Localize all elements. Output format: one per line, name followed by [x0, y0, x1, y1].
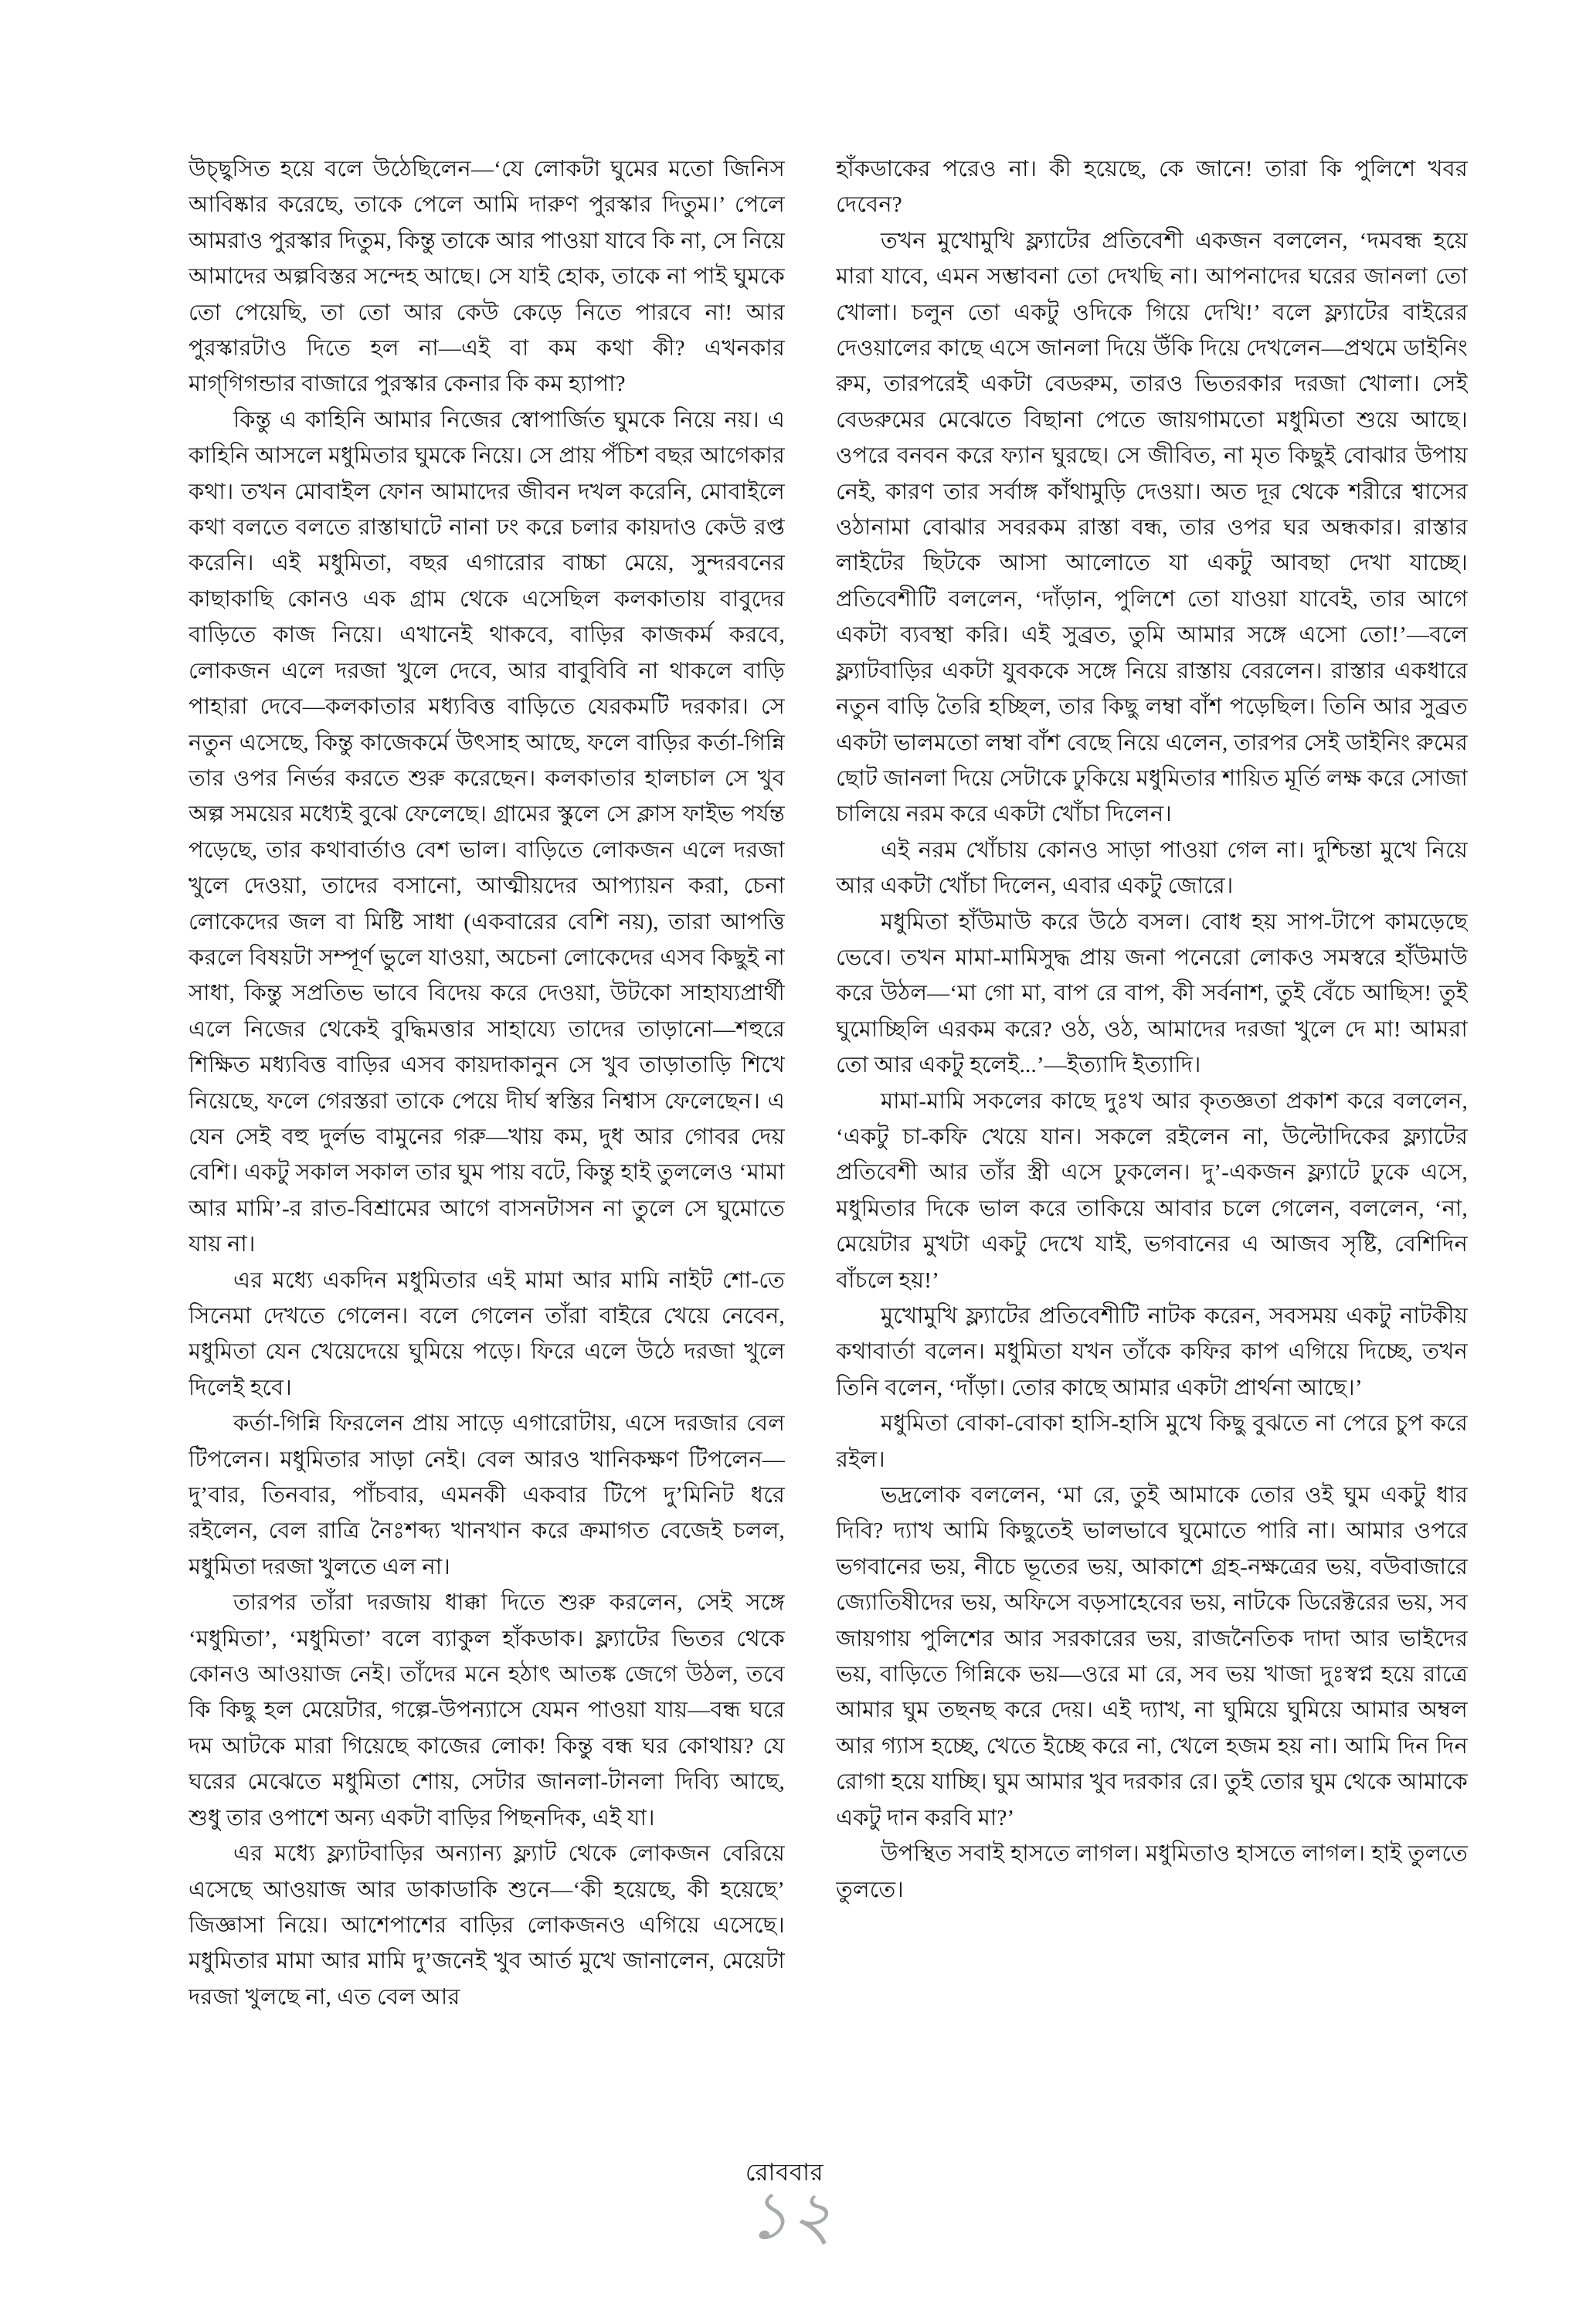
- paragraph: এই নরম খোঁচায় কোনও সাড়া পাওয়া গেল না। দুশ্চিন্তা মুখে নিয়ে আর একটা খোঁচা দিলেন, এবার একটু জোরে।: [836, 837, 1468, 899]
- magazine-name: রোববার: [745, 2159, 824, 2186]
- paragraph: এর মধ্যে ফ্ল্যাটবাড়ির অন্যান্য ফ্ল্যাট থেকে লোকজন বেরিয়ে এসেছে আওয়াজ আর ডাকাডাকি শুনে—‘কী হয়েছে, কী হয়েছে’ জিজ্ঞাসা নিয়ে। আশেপাশের বাড়ির লোকজনও এগিয়ে এসেছে। মধুমিতার মামা আর মামি দু’জনেই খুব আর্ত মুখে জানালেন, মেয়েটা দরজা খুলছে না, এত বেল আর: [188, 1841, 785, 2010]
- paragraph: কিন্তু এ কাহিনি আমার নিজের স্বোপার্জিত ঘুমকে নিয়ে নয়। এ কাহিনি আসলে মধুমিতার ঘুমকে নিয়ে। সে প্রায় পঁচিশ বছর আগেকার কথা। তখন মোবাইল ফোন আমাদের জীবন দখল করেনি, মোবাইলে কথা বলতে বলতে রাস্তাঘাটে নানা ঢং করে চলার কায়দাও কেউ রপ্ত করেনি। এই মধুমিতা, বছর এগারোর বাচ্চা মেয়ে, সুন্দরবনের কাছাকাছি কোনও এক গ্রাম থেকে এসেছিল কলকাতায় বাবুদের বাড়িতে কাজ নিয়ে। এখানেই থাকবে, বাড়ির কাজকর্ম করবে, লোকজন এলে দরজা খুলে দেবে, আর বাবুবিবি না থাকলে বাড়ি পাহারা দেবে—কলকাতার মধ্যবিত্ত বাড়িতে যেরকমটি দরকার। সে নতুন এসেছে, কিন্তু কাজেকর্মে উৎসাহ আছে, ফলে বাড়ির কর্তা-গিন্নি তার ওপর নির্ভর করতে শুরু করেছেন। কলকাতার হালচাল সে খুব অল্প সময়ের মধ্যেই বুঝে ফেলেছে। গ্রামের স্কুলে সে ক্লাস ফাইভ পর্যন্ত পড়েছে, তার কথাবার্তাও বেশ ভাল। বাড়িতে লোকজন এলে দরজা খুলে দেওয়া, তাদের বসানো, আত্মীয়দের আপ্যায়ন করা, চেনা লোকেদের জল বা মিষ্টি সাধা (একবারের বেশি নয়), তারা আপত্তি করলে বিষয়টা সম্পূর্ণ ভুলে যাওয়া, অচেনা লোকেদের এসব কিছুই না সাধা, কিন্তু সপ্রতিভ ভাবে বিদেয় করে দেওয়া, উটকো সাহায্যপ্রার্থী এলে নিজের থেকেই বুদ্ধিমত্তার সাহায্যে তাদের তাড়ানো—শহুরে শিক্ষিত মধ্যবিত্ত বাড়ির এসব কায়দাকানুন সে খুব তাড়াতাড়ি শিখে নিয়েছে, ফলে গেরস্তরা তাকে পেয়ে দীর্ঘ স্বস্তির নিশ্বাস ফেলেছেন। এ যেন সেই বহু দুর্লভ বামুনের গরু—খায় কম, দুধ আর গোবর দেয় বেশি। একটু সকাল সকাল তার ঘুম পায় বটে, কিন্তু হাই তুললেও ‘মামা আর মামি’-র রাত-বিশ্রামের আগে বাসনটাসন না তুলে সে ঘুমোতে যায় না।: [188, 407, 785, 1257]
- paragraph: মুখোমুখি ফ্ল্যাটের প্রতিবেশীটি নাটক করেন, সবসময় একটু নাটকীয় কথাবার্তা বলেন। মধুমিতা যখন তাঁকে কফির কাপ এগিয়ে দিচ্ছে, তখন তিনি বলেন, ‘দাঁড়া। তোর কাছে আমার একটা প্রার্থনা আছে।’: [836, 1304, 1468, 1400]
- paragraph: কর্তা-গিন্নি ফিরলেন প্রায় সাড়ে এগারোটায়, এসে দরজার বেল টিপলেন। মধুমিতার সাড়া নেই। বেল আরও খানিকক্ষণ টিপলেন—দু’বার, তিনবার, পাঁচবার, এমনকী একবার টিপে দু’মিনিট ধরে রইলেন, বেল রাত্রি নৈঃশব্দ্য খানখান করে ক্রমাগত বেজেই চলল, মধুমিতা দরজা খুলতে এল না।: [188, 1411, 785, 1579]
- text-column-left: [188, 151, 785, 2190]
- paragraph: এর মধ্যে একদিন মধুমিতার এই মামা আর মামি নাইট শো-তে সিনেমা দেখতে গেলেন। বলে গেলেন তাঁরা বাইরে খেয়ে নেবেন, মধুমিতা যেন খেয়েদেয়ে ঘুমিয়ে পড়ে। ফিরে এলে উঠে দরজা খুলে দিলেই হবে।: [188, 1267, 785, 1400]
- paragraph: ভদ্রলোক বললেন, ‘মা রে, তুই আমাকে তোর ওই ঘুম একটু ধার দিবি? দ্যাখ আমি কিছুতেই ভালভাবে ঘুমোতে পারি না। আমার ওপরে ভগবানের ভয়, নীচে ভূতের ভয়, আকাশে গ্রহ-নক্ষত্রের ভয়, বউবাজারে জ্যোতিষীদের ভয়, অফিসে বড়সাহেবের ভয়, নাটকে ডিরেক্টরের ভয়, সব জায়গায় পুলিশের আর সরকারের ভয়, রাজনৈতিক দাদা আর ভাইদের ভয়, বাড়িতে গিন্নিকে ভয়—ওরে মা রে, সব ভয় খাজা দুঃস্বপ্ন হয়ে রাত্রে আমার ঘুম তছনছ করে দেয়। এই দ্যাখ, না ঘুমিয়ে ঘুমিয়ে আমার অম্বল আর গ্যাস হচ্ছে, খেতে ইচ্ছে করে না, খেলে হজম হয় না। আমি দিন দিন রোগা হয়ে যাচ্ছি। ঘুম আমার খুব দরকার রে। তুই তোর ঘুম থেকে আমাকে একটু দান করবি মা?’: [836, 1483, 1468, 1830]
- text-column-right: [836, 151, 1468, 2190]
- page-number: ১২: [746, 2179, 834, 2253]
- paragraph: মামা-মামি সকলের কাছে দুঃখ আর কৃতজ্ঞতা প্রকাশ করে বললেন, ‘একটু চা-কফি খেয়ে যান। সকলে রইলেন না, উল্টোদিকের ফ্ল্যাটের প্রতিবেশী আর তাঁর স্ত্রী এসে ঢুকলেন। দু’-একজন ফ্ল্যাটে ঢুকে এসে, মধুমিতার দিকে ভাল করে তাকিয়ে আবার চলে গেলেন, বললেন, ‘না, মেয়েটার মুখটা একটু দেখে যাই, ভগবানের এ আজব সৃষ্টি, বেশিদিন বাঁচলে হয়!’: [836, 1088, 1468, 1293]
- paragraph: তারপর তাঁরা দরজায় ধাক্কা দিতে শুরু করলেন, সেই সঙ্গে ‘মধুমিতা’, ‘মধুমিতা’ বলে ব্যাকুল হাঁকডাক। ফ্ল্যাটের ভিতর থেকে কোনও আওয়াজ নেই। তাঁদের মনে হঠাৎ আতঙ্ক জেগে উঠল, তবে কি কিছু হল মেয়েটার, গল্পে-উপন্যাসে যেমন পাওয়া যায়—বন্ধ ঘরে দম আটকে মারা গিয়েছে কাজের লোক! কিন্তু বন্ধ ঘর কোথায়? যে ঘরের মেঝেতে মধুমিতা শোয়, সেটার জানলা-টানলা দিব্যি আছে, শুধু তার ওপাশে অন্য একটা বাড়ির পিছনদিক, এই যা।: [188, 1590, 785, 1830]
- paragraph: মধুমিতা হাঁউমাউ করে উঠে বসল। বোধ হয় সাপ-টাপে কামড়েছে ভেবে। তখন মামা-মামিসুদ্ধ প্রায় জনা পনেরো লোকও সমস্বরে হাঁউমাউ করে উঠল—‘মা গো মা, বাপ রে বাপ, কী সর্বনাশ, তুই বেঁচে আছিস! তুই ঘুমোচ্ছিলি এরকম করে? ওঠ, ওঠ, আমাদের দরজা খুলে দে মা! আমরা তো আর একটু হলেই...’—ইত্যাদি ইত্যাদি।: [836, 909, 1468, 1078]
- paragraph: উপস্থিত সবাই হাসতে লাগল। মধুমিতাও হাসতে লাগল। হাই তুলতে তুলতে।: [836, 1841, 1468, 1902]
- paragraph: তখন মুখোমুখি ফ্ল্যাটের প্রতিবেশী একজন বললেন, ‘দমবন্ধ হয়ে মারা যাবে, এমন সম্ভাবনা তো দেখছি না। আপনাদের ঘরের জানলা তো খোলা। চলুন তো একটু ওদিকে গিয়ে দেখি!’ বলে ফ্ল্যাটের বাইরের দেওয়ালের কাছে এসে জানলা দিয়ে উঁকি দিয়ে দেখলেন—প্রথমে ডাইনিং রুম, তারপরেই একটা বেডরুম, তারও ভিতরকার দরজা খোলা। সেই বেডরুমের মেঝেতে বিছানা পেতে জায়গামতো মধুমিতা শুয়ে আছে। ওপরে বনবন করে ফ্যান ঘুরছে। সে জীবিত, না মৃত কিছুই বোঝার উপায় নেই, কারণ তার সর্বাঙ্গ কাঁথামুড়ি দেওয়া। অত দূর থেকে শরীরে শ্বাসের ওঠানামা বোঝার সবরকম রাস্তা বন্ধ, তার ওপর ঘর অন্ধকার। রাস্তার লাইটের ছিটকে আসা আলোতে যা একটু আবছা দেখা যাচ্ছে। প্রতিবেশীটি বললেন, ‘দাঁড়ান, পুলিশে তো যাওয়া যাবেই, তার আগে একটা ব্যবস্থা করি। এই সুব্রত, তুমি আমার সঙ্গে এসো তো!’—বলে ফ্ল্যাটবাড়ির একটা যুবককে সঙ্গে নিয়ে রাস্তায় বেরলেন। রাস্তার একধারে নতুন বাড়ি তৈরি হচ্ছিল, তার কিছু লম্বা বাঁশ পড়েছিল। তিনি আর সুব্রত একটা ভালমতো লম্বা বাঁশ বেছে নিয়ে এলেন, তারপর সেই ডাইনিং রুমের ছোট জানলা দিয়ে সেটাকে ঢুকিয়ে মধুমিতার শায়িত মূর্তি লক্ষ করে সোজা চালিয়ে নরম করে একটা খোঁচা দিলেন।: [836, 228, 1468, 827]
- page-footer: [0, 2159, 1569, 2253]
- paragraph: হাঁকডাকের পরেও না। কী হয়েছে, কে জানে! তারা কি পুলিশে খবর দেবেন?: [836, 157, 1468, 218]
- paragraph: মধুমিতা বোকা-বোকা হাসি-হাসি মুখে কিছু বুঝতে না পেরে চুপ করে রইল।: [836, 1411, 1468, 1472]
- paragraph: উচ্ছ্বসিত হয়ে বলে উঠেছিলেন—‘যে লোকটা ঘুমের মতো জিনিস আবিষ্কার করেছে, তাকে পেলে আমি দারুণ পুরস্কার দিতুম।’ পেলে আমরাও পুরস্কার দিতুম, কিন্তু তাকে আর পাওয়া যাবে কি না, সে নিয়ে আমাদের অল্পবিস্তর সন্দেহ আছে। সে যাই হোক, তাকে না পাই ঘুমকে তো পেয়েছি, তা তো আর কেউ কেড়ে নিতে পারবে না! আর পুরস্কারটাও দিতে হল না—এই বা কম কথা কী? এখনকার মাগ্‌গিগন্ডার বাজারে পুরস্কার কেনার কি কম হ্যাপা?: [188, 157, 785, 397]
